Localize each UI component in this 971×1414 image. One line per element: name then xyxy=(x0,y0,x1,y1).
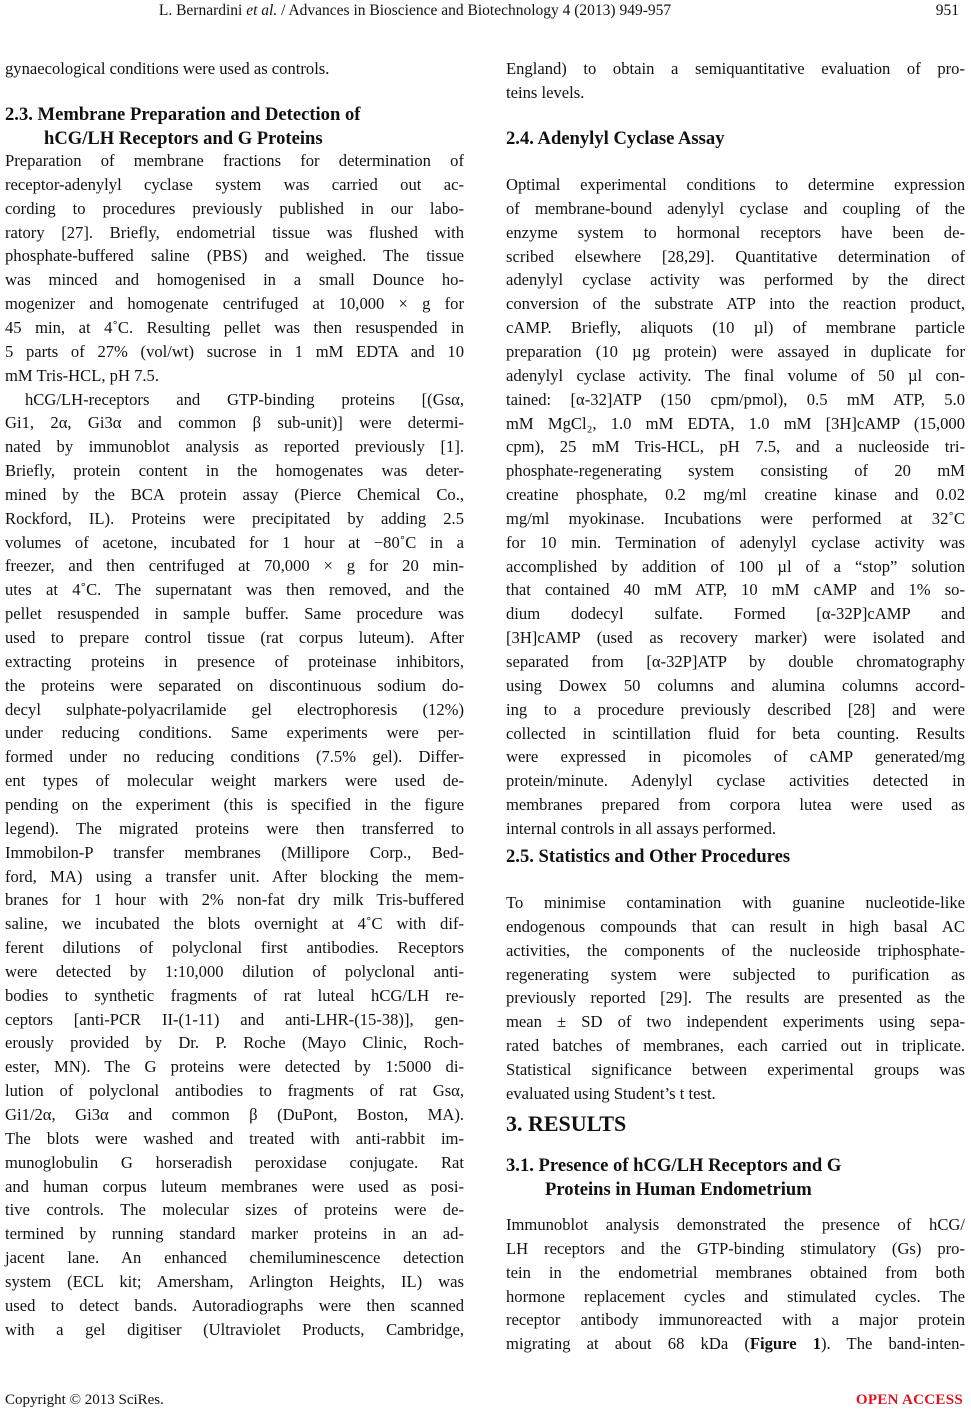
body-line: cpm), 25 mM Tris-HCL, pH 7.5, and a nucleoside tri- xyxy=(506,437,965,457)
body-line: mean ± SD of two independent experiments using sepa- xyxy=(506,1012,965,1032)
body-line: 5 parts of 27% (vol/wt) sucrose in 1 mM EDTA and 10 xyxy=(5,341,464,361)
body-line: Optimal experimental conditions to determine expression xyxy=(506,175,965,194)
body-line: cAMP. Briefly, aliquots (10 µl) of membrane particle xyxy=(506,318,965,338)
body-line: legend). The migrated proteins were then transferred to xyxy=(5,818,464,838)
body-line: 45 min, at 4˚C. Resulting pellet was then resuspended in xyxy=(5,317,464,337)
running-head xyxy=(0,0,971,22)
body-line: creatine phosphate, 0.2 mg/ml creatine kinase and 0.02 xyxy=(506,485,965,505)
author: L. Bernardini xyxy=(158,2,243,19)
body-line: ford, MA) using a transfer unit. After blocking the mem- xyxy=(5,866,464,886)
body-line: separated from [α-32P]ATP by double chromatography xyxy=(506,652,965,671)
body-line: ceptors [anti-PCR II-(1-11) and anti-LHR-(15-38)], gen- xyxy=(5,1009,464,1029)
body-line: Immunoblot analysis demonstrated the presence of hCG/ xyxy=(506,1215,965,1234)
body-line: ent types of molecular weight markers were used de- xyxy=(5,771,464,791)
body-line: pending on the experiment (this is specified in the figure xyxy=(5,794,464,814)
body-line: Statistical significance between experimental groups was xyxy=(506,1059,965,1079)
body-line: scribed elsewhere [28,29]. Quantitative determination of xyxy=(506,246,965,266)
body-line: receptor-adenylyl cyclase system was carried out ac- xyxy=(5,174,464,194)
section-heading-2-3: 2.3. Membrane Preparation and Detection of xyxy=(5,104,361,125)
body-line: activities, the components of the nucleoside triphosphate- xyxy=(506,940,965,960)
body-line: freezer, and then centrifuged at 70,000 × g for 20 min- xyxy=(5,556,464,576)
body-line: adenylyl cyclase activity. The final volume of 50 µl con- xyxy=(506,365,965,385)
body-line: used to detect bands. Autoradiographs were then scanned xyxy=(5,1295,464,1315)
body-line: receptor antibody immunoreacted with a major protein xyxy=(506,1310,965,1330)
body-line: cording to procedures previously published in our labo- xyxy=(5,198,464,218)
body-line: endogenous compounds that can result in high basal AC xyxy=(506,916,965,936)
body-line: system (ECL kit; Amersham, Arlington Heights, IL) was xyxy=(5,1271,464,1291)
body-line: used to prepare control tissue (rat corpus luteum). After xyxy=(5,628,464,647)
body-line: decyl sulphate-polyacrilamide gel electrophoresis (12%) xyxy=(5,699,464,719)
body-line: pellet resuspended in sample buffer. Same procedure was xyxy=(5,604,464,624)
body-line: hormone replacement cycles and stimulated cycles. The xyxy=(506,1286,965,1306)
body-line: lution of polyclonal antibodies to fragments of rat Gsα, xyxy=(5,1081,464,1101)
body-line: under reducing conditions. Same experiments were per- xyxy=(5,723,464,743)
body-line: using Dowex 50 columns and alumina columns accord- xyxy=(506,675,965,695)
section-heading-3: 3. RESULTS xyxy=(506,1111,627,1136)
body-line: tein in the endometrial membranes obtained from both xyxy=(506,1262,965,1282)
body-line: munoglobulin G horseradish peroxidase conjugate. Rat xyxy=(5,1152,464,1172)
body-line: teins levels. xyxy=(506,83,585,102)
body-line: hCG/LH-receptors and GTP-binding proteins [(Gsα, xyxy=(25,389,464,409)
body-line: collected in scintillation fluid for beta counting. Results xyxy=(506,723,965,743)
section-heading-3-1: 3.1. Presence of hCG/LH Receptors and G xyxy=(506,1155,842,1176)
body-line: Gi1/2α, Gi3α and common β (DuPont, Boston, MA). xyxy=(5,1105,464,1124)
body-line: was minced and homogenised in a small Dounce ho- xyxy=(5,270,464,290)
body-line: protein/minute. Adenylyl cyclase activities detected in xyxy=(506,771,965,791)
body-line: tive controls. The molecular sizes of proteins were de- xyxy=(5,1200,464,1220)
body-line: volumes of acetone, incubated for 1 hour at −80˚C in a xyxy=(5,532,464,552)
copyright: Copyright © 2013 SciRes. xyxy=(5,1392,164,1408)
body-line: enzyme system to hormonal receptors have been de- xyxy=(506,222,965,242)
body-line: Preparation of membrane fractions for determination of xyxy=(5,151,464,170)
body-line: utes at 4˚C. The supernatant was then removed, and the xyxy=(5,580,464,600)
body-line: England) to obtain a semiquantitative evaluation of pro- xyxy=(506,59,965,78)
body-line: of membrane-bound adenylyl cyclase and coupling of the xyxy=(506,198,965,218)
open-access-badge: OPEN ACCESS xyxy=(855,1392,963,1408)
body-line: mM Tris-HCL, pH 7.5. xyxy=(5,365,159,385)
section-heading-2-4: 2.4. Adenylyl Cyclase Assay xyxy=(506,128,725,149)
body-line: membranes prepared from corpora lutea were used as xyxy=(506,795,965,815)
body-line: LH receptors and the GTP-binding stimulatory (Gs) pro- xyxy=(506,1238,965,1258)
body-line: rated batches of membranes, each carried out in triplicate. xyxy=(506,1036,965,1056)
body-line: To minimise contamination with guanine nucleotide-like xyxy=(506,893,965,912)
body-line: previously reported [29]. The results are presented as the xyxy=(506,988,965,1008)
journal-citation: / Advances in Bioscience and Biotechnology 4 (2013) 949-957 xyxy=(281,2,672,19)
body-line: adenylyl cyclase activity was performed by the direct xyxy=(506,270,965,290)
body-line: that contained 40 mM ATP, 10 mM cAMP and 1% so- xyxy=(506,580,965,600)
body-line: with a gel digitiser (Ultraviolet Products, Cambridge, xyxy=(5,1319,464,1339)
body-line: accomplished by addition of 100 µl of a “stop” solution xyxy=(506,556,965,576)
body-line: mogenizer and homogenate centrifuged at 10,000 × g for xyxy=(5,294,464,314)
body-line: formed under no reducing conditions (7.5% gel). Differ- xyxy=(5,747,464,767)
body-line: phosphate-regenerating system consisting of 20 mM xyxy=(506,461,965,481)
body-line: mined by the BCA protein assay (Pierce Chemical Co., xyxy=(5,484,464,504)
running-head-title xyxy=(0,2,830,20)
body-line: ferent dilutions of polyclonal first antibodies. Receptors xyxy=(5,938,464,958)
body-line: erously provided by Dr. P. Roche (Mayo Clinic, Roch- xyxy=(5,1033,464,1053)
page-number: 951 xyxy=(935,2,959,19)
body-line: ester, MN). The G proteins were detected by 1:5000 di- xyxy=(5,1057,464,1077)
body-line: ratory [27]. Briefly, endometrial tissue was flushed with xyxy=(5,222,464,242)
body-line: [3H]cAMP (used as recovery marker) were isolated and xyxy=(506,628,965,648)
line-suffix: ). The band-inten- xyxy=(821,1334,965,1353)
body-line: Immobilon-P transfer membranes (Millipore Corp., Bed- xyxy=(5,842,464,862)
body-line: were expressed in picomoles of cAMP generated/mg xyxy=(506,747,965,767)
body-line: tained: [α-32]ATP (150 cpm/pmol), 0.5 mM ATP, 5.0 xyxy=(506,389,965,409)
body-line: evaluated using Student’s t test. xyxy=(506,1083,716,1103)
body-line: for 10 min. Termination of adenylyl cyclase activity was xyxy=(506,532,965,552)
body-line: Gi1, 2α, Gi3α and common β sub-unit)] were determi- xyxy=(5,413,464,433)
body-line: were detected by 1:10,000 dilution of polyclonal anti- xyxy=(5,961,464,981)
et-al: et al. xyxy=(246,2,278,19)
body-line: dium dodecyl sulfate. Formed [α-32P]cAMP and xyxy=(506,604,965,624)
body-line: saline, we incubated the blots overnight at 4˚C with dif- xyxy=(5,914,464,934)
line-prefix: migrating at about 68 kDa ( xyxy=(506,1334,750,1353)
body-line: bodies to synthetic fragments of rat luteal hCG/LH re- xyxy=(5,985,464,1005)
body-line: nated by immunoblot analysis as reported previously [1]. xyxy=(5,437,464,457)
body-line: Briefly, protein content in the homogenates was deter- xyxy=(5,461,464,481)
body-line: jacent lane. An enhanced chemiluminescence detection xyxy=(5,1248,464,1268)
body-line: internal controls in all assays performed. xyxy=(506,818,777,838)
body-line: mg/ml myokinase. Incubations were performed at 32˚C xyxy=(506,508,965,528)
body-line: and human corpus luteum membranes were used as posi- xyxy=(5,1176,464,1196)
body-line: branes for 1 hour with 2% non-fat dry milk Tris-buffered xyxy=(5,890,464,910)
figure-1-link[interactable]: Figure 1 xyxy=(749,1334,822,1353)
body-line: extracting proteins in presence of proteinase inhibitors, xyxy=(5,651,464,671)
body-line: the proteins were separated on discontinuous sodium do- xyxy=(5,675,464,695)
body-line-with-figure-ref xyxy=(506,1332,965,1356)
body-line: ing to a procedure previously described [28] and were xyxy=(506,699,965,719)
body-line: The blots were washed and treated with anti-rabbit im- xyxy=(5,1128,464,1148)
section-heading-3-1-cont: Proteins in Human Endometrium xyxy=(545,1179,812,1200)
body-line: preparation (10 µg protein) were assayed in duplicate for xyxy=(506,341,965,361)
body-line: phosphate-buffered saline (PBS) and weighed. The tissue xyxy=(5,246,464,266)
body-line: termined by running standard marker proteins in an ad- xyxy=(5,1224,464,1244)
body-line: regenerating system were subjected to purification as xyxy=(506,964,965,984)
section-heading-2-3-cont: hCG/LH Receptors and G Proteins xyxy=(44,128,323,149)
body-line: conversion of the substrate ATP into the reaction product, xyxy=(506,294,965,314)
body-line: gynaecological conditions were used as controls. xyxy=(5,59,330,78)
body-line: Rockford, IL). Proteins were precipitated by adding 2.5 xyxy=(5,508,464,528)
body-line: mM MgCl₂, 1.0 mM EDTA, 1.0 mM [3H]cAMP (15,000 xyxy=(506,413,965,433)
section-heading-2-5: 2.5. Statistics and Other Procedures xyxy=(506,846,791,867)
